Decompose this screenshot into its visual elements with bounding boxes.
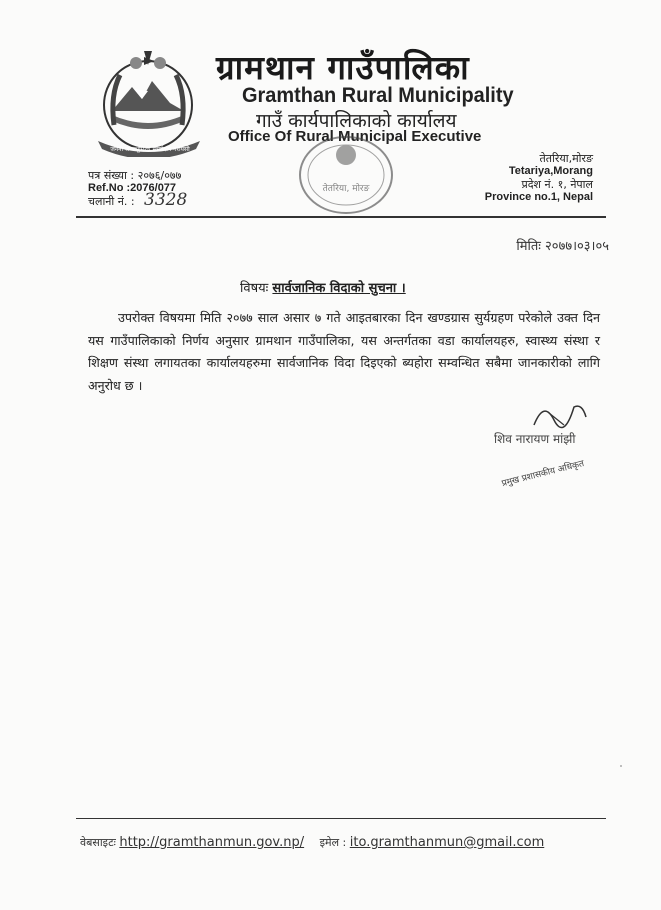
subject-text: सार्वजानिक विदाको सुचना । [272, 281, 406, 296]
office-title-np: गाउँ कार्यपालिकाको कार्यालय [256, 110, 457, 132]
chalani-label: चलानी नं. : [88, 195, 135, 208]
address-line-en: Tetariya,Morang [508, 165, 593, 177]
header-divider [76, 216, 606, 218]
province-line-en: Province no.1, Nepal [484, 191, 593, 203]
letter-date: मितिः २०७७।०३।०५ [516, 239, 609, 254]
municipality-title-np: ग्रामथान गाउँपालिका [216, 48, 470, 87]
signatory-stamp-icon [496, 450, 606, 490]
signature-icon [524, 395, 594, 435]
province-line-np: प्रदेश नं. १, नेपाल [521, 178, 593, 191]
emblem-motto: जननी जन्मभूमिश्च स्वर्गादपि गरीयसी [110, 146, 190, 153]
signatory-name: शिव नारायण मांझी [494, 432, 576, 446]
ref-number: Ref.No :2076/077 [88, 182, 177, 194]
letter-body: उपरोक्त विषयमा मिति २०७७ साल असार ७ गते आइतबारका दिन खण्डग्रास सुर्यग्रहण परेकोले उक्त दिन यस गाउँपालिकाको निर्णय अनुसार ग्रामथान गाउँपालिका, यस अन्तर्गतका वडा कार्यालयहरु, स्वास्थ्य संस्था र शिक्षण संस्था लगायतका कार्यालयहरुमा सार्वजानिक विदा दिइएको ब्यहोरा सम्वन्धित सबैमा जानकारीको लागि अनुरोध छ । [88, 310, 600, 393]
stamp-text: तेतरिया, मोरङ [322, 184, 370, 194]
office-stamp-icon [296, 133, 396, 217]
subject-line [240, 278, 406, 296]
nepal-emblem-icon [90, 45, 210, 157]
signatory-designation: प्रमुख प्रशासकीय अधिकृत [500, 458, 586, 490]
patra-sankhya: पत्र संख्या : २०७६/०७७ [88, 169, 182, 182]
email-label: इमेल : [319, 836, 347, 849]
scan-speck [620, 765, 622, 767]
footer [80, 835, 544, 850]
address-line-np: तेतरिया,मोरङ [539, 152, 593, 165]
reference-block [88, 170, 187, 208]
footer-divider [76, 818, 606, 819]
chalani-number: 3328 [144, 190, 188, 210]
subject-label: विषयः [240, 281, 269, 296]
email-link[interactable]: ito.gramthanmun@gmail.com [349, 835, 545, 850]
website-label: वेबसाइटः [80, 836, 116, 849]
address-block [485, 152, 593, 204]
website-link[interactable]: http://gramthanmun.gov.np/ [119, 835, 305, 850]
office-title-en: Office Of Rural Municipal Executive [228, 128, 482, 145]
municipality-title-en: Gramthan Rural Municipality [242, 84, 514, 107]
